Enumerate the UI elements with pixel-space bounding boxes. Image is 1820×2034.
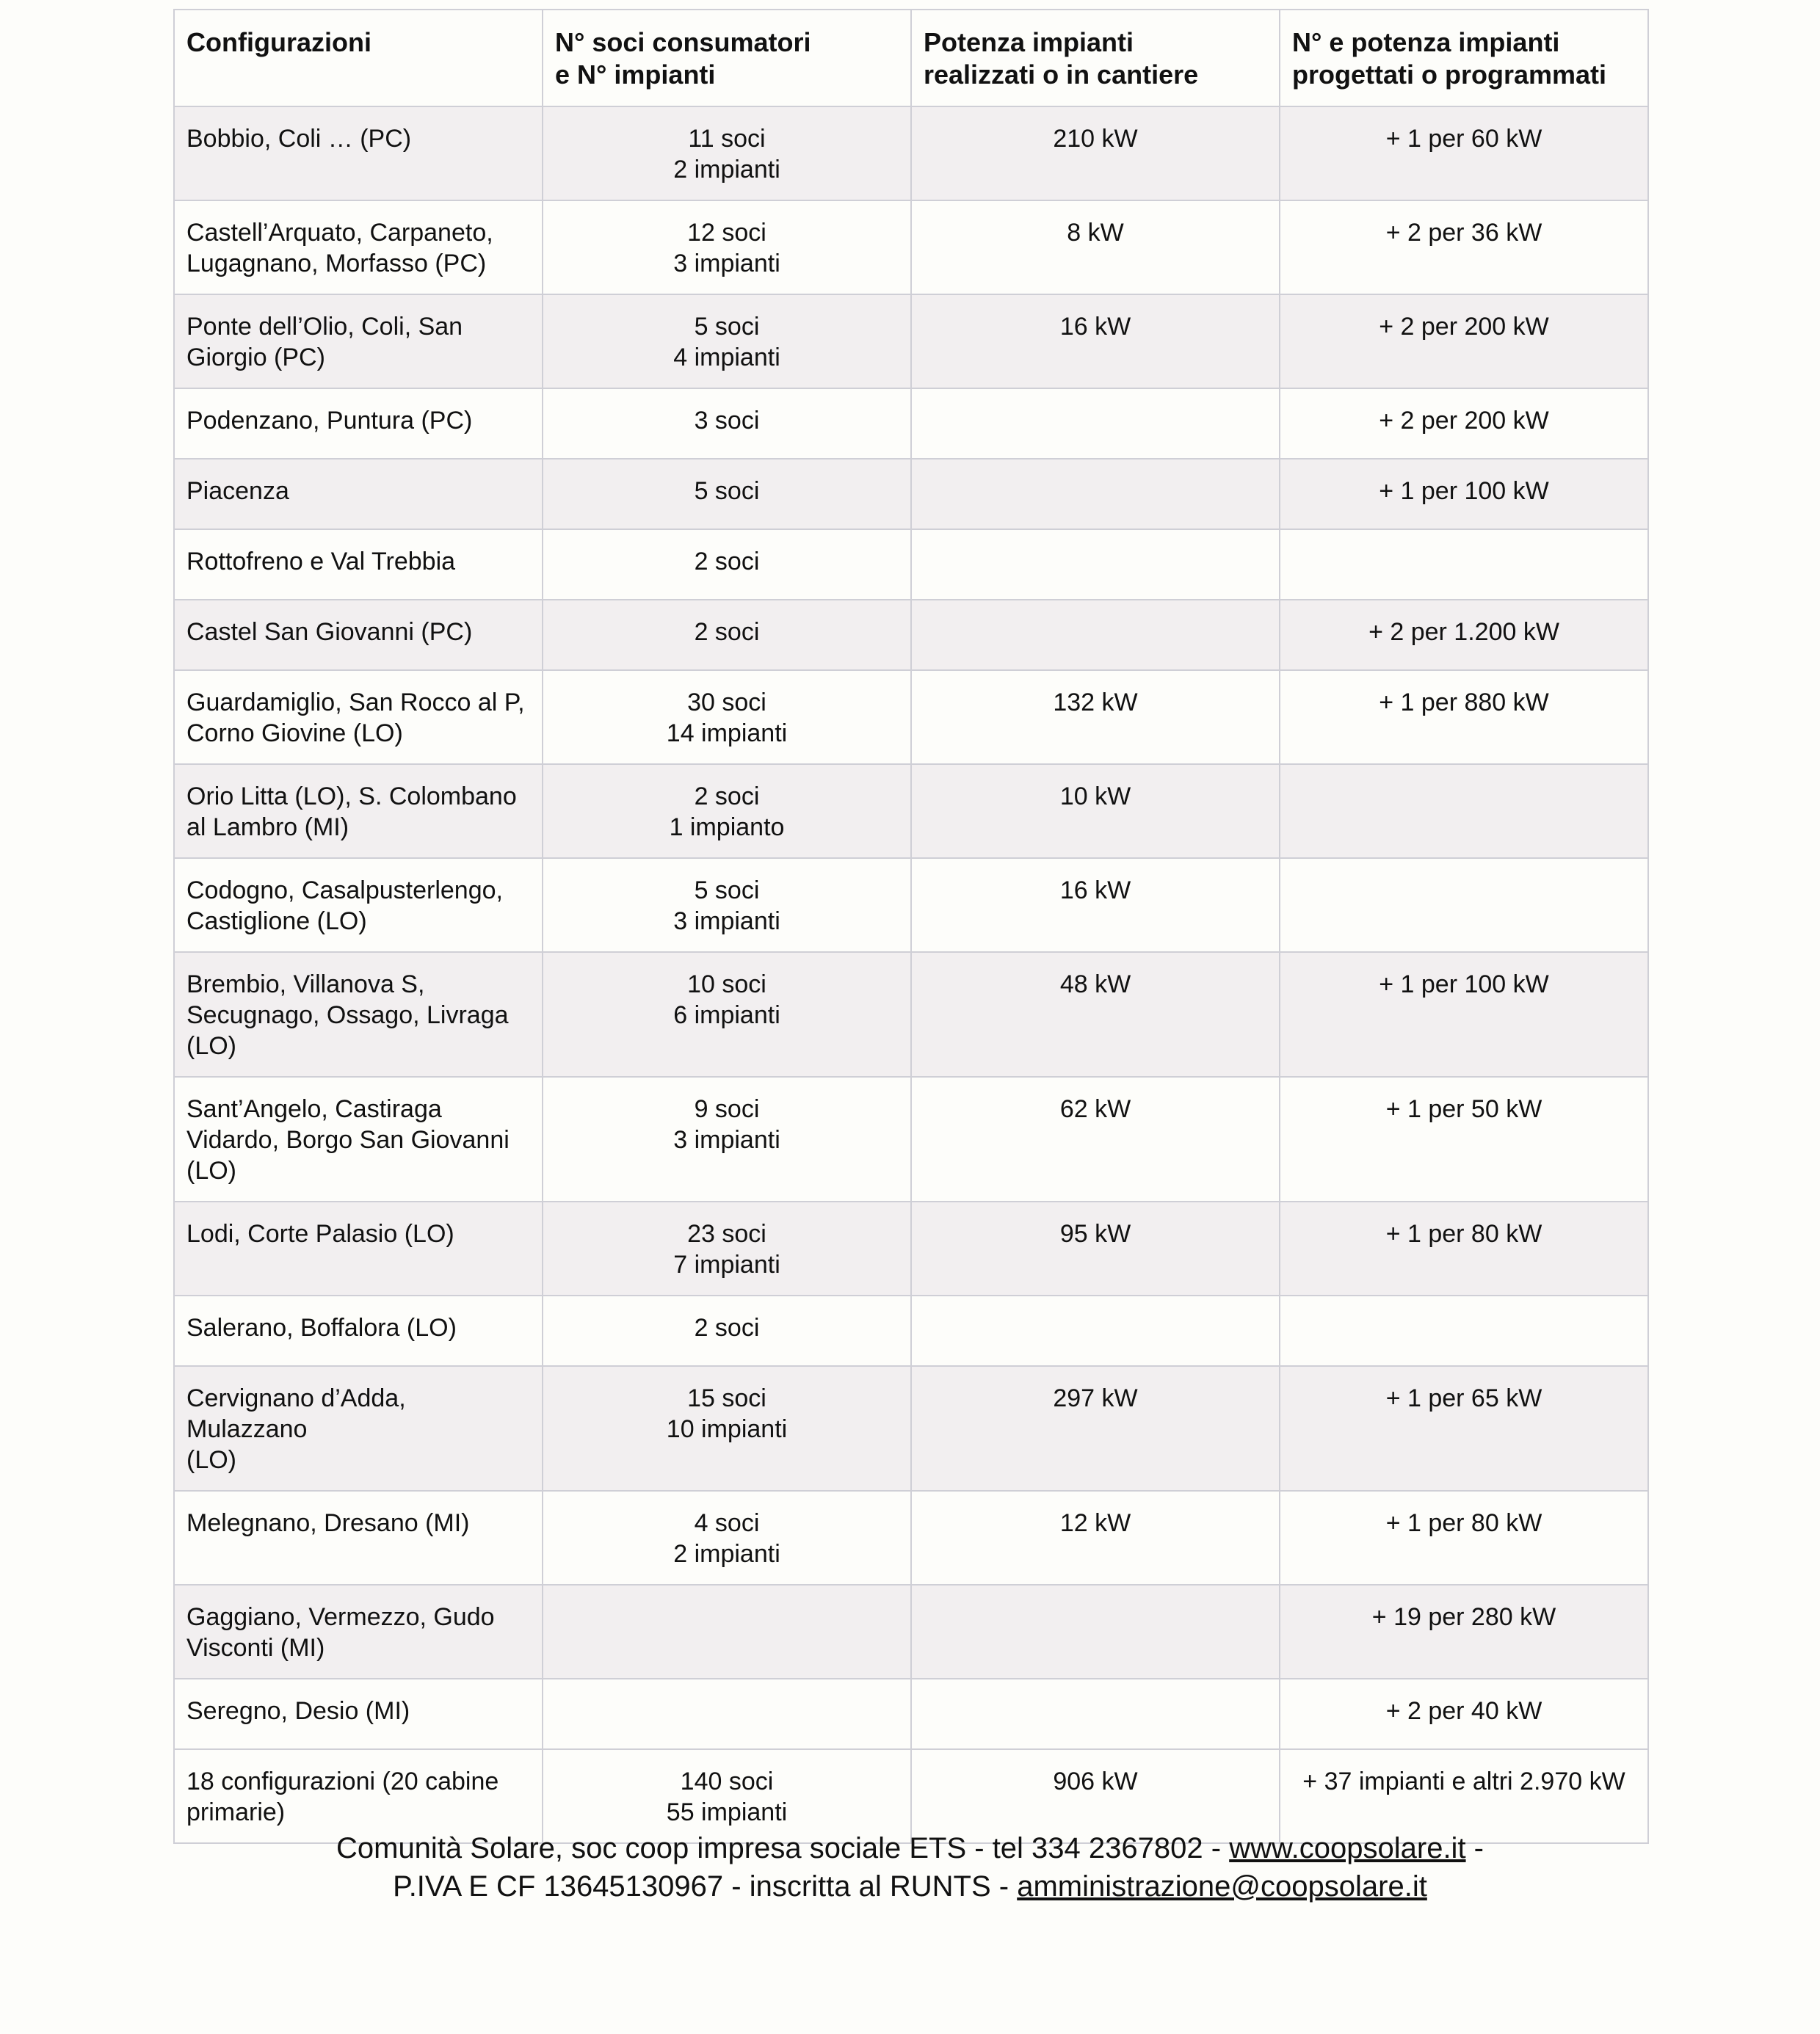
soci-line: 10 impianti — [666, 1415, 788, 1443]
potenza-cell: 48 kW — [911, 952, 1280, 1077]
header-line: N° soci consumatori — [555, 27, 811, 57]
soci-line: 2 soci — [694, 548, 760, 575]
progettati-cell: + 19 per 280 kW — [1280, 1585, 1648, 1679]
total-config-line: 18 configurazioni (20 cabine — [186, 1768, 499, 1795]
soci-cell — [543, 858, 911, 952]
table-row — [174, 388, 1648, 459]
potenza-cell — [911, 1679, 1280, 1749]
table-row — [174, 764, 1648, 858]
soci-cell — [543, 1202, 911, 1296]
table-row — [174, 1202, 1648, 1296]
config-line: Vidardo, Borgo San Giovanni — [186, 1126, 510, 1154]
total-soci-line: 55 impianti — [666, 1798, 788, 1826]
total-potenza-cell: 906 kW — [911, 1749, 1280, 1843]
soci-line: 1 impianto — [669, 813, 785, 841]
soci-line: 2 soci — [694, 618, 760, 646]
soci-line: 12 soci — [687, 219, 766, 247]
soci-line: 4 impianti — [673, 344, 780, 371]
table-row — [174, 670, 1648, 764]
table-row — [174, 1585, 1648, 1679]
config-line: Podenzano, Puntura (PC) — [186, 407, 473, 435]
soci-cell — [543, 764, 911, 858]
soci-cell — [543, 388, 911, 459]
potenza-cell: 132 kW — [911, 670, 1280, 764]
config-line: Lugagnano, Morfasso (PC) — [186, 250, 487, 277]
config-cell — [174, 952, 543, 1077]
progettati-cell: + 1 per 80 kW — [1280, 1491, 1648, 1585]
page-footer — [0, 1829, 1820, 1906]
config-line: Visconti (MI) — [186, 1634, 325, 1662]
config-line: Ponte dell’Olio, Coli, San — [186, 313, 463, 341]
config-cell — [174, 459, 543, 529]
config-cell — [174, 1585, 543, 1679]
soci-line: 14 impianti — [666, 719, 788, 747]
table-body — [174, 106, 1648, 1749]
soci-line: 2 impianti — [673, 1540, 780, 1568]
progettati-cell — [1280, 858, 1648, 952]
table-header — [174, 10, 1648, 106]
email-link[interactable]: amministrazione@coopsolare.it — [1017, 1870, 1427, 1903]
header-potenza — [911, 10, 1280, 106]
soci-cell — [543, 106, 911, 200]
potenza-cell: 16 kW — [911, 294, 1280, 388]
soci-cell — [543, 1491, 911, 1585]
config-line: Lodi, Corte Palasio (LO) — [186, 1220, 454, 1248]
config-line: Codogno, Casalpusterlengo, — [186, 876, 503, 904]
potenza-cell — [911, 600, 1280, 670]
soci-line: 2 impianti — [673, 156, 780, 184]
table-row — [174, 1679, 1648, 1749]
soci-cell — [543, 670, 911, 764]
progettati-cell: + 1 per 50 kW — [1280, 1077, 1648, 1202]
config-line: Secugnago, Ossago, Livraga — [186, 1001, 509, 1029]
footer-vat-text: P.IVA E CF 13645130967 - inscritta al RUNTS - — [393, 1870, 1018, 1903]
soci-cell — [543, 529, 911, 600]
table-row — [174, 952, 1648, 1077]
soci-line: 3 impianti — [673, 250, 780, 277]
config-line: Castel San Giovanni (PC) — [186, 618, 473, 646]
config-cell — [174, 106, 543, 200]
config-line: Piacenza — [186, 477, 289, 505]
soci-line: 9 soci — [694, 1095, 760, 1123]
table-row — [174, 858, 1648, 952]
soci-line: 11 soci — [688, 125, 766, 153]
soci-line: 2 soci — [694, 782, 760, 810]
soci-cell — [543, 200, 911, 294]
config-cell — [174, 1366, 543, 1491]
header-line: Potenza impianti — [924, 27, 1134, 57]
config-line: Orio Litta (LO), S. Colombano — [186, 782, 517, 810]
progettati-cell: + 1 per 880 kW — [1280, 670, 1648, 764]
website-link[interactable]: www.coopsolare.it — [1229, 1832, 1466, 1864]
header-progettati — [1280, 10, 1648, 106]
soci-cell — [543, 600, 911, 670]
config-line: Castell’Arquato, Carpaneto, — [186, 219, 493, 247]
potenza-cell: 16 kW — [911, 858, 1280, 952]
footer-company-text: Comunità Solare, soc coop impresa sociale ETS - tel 334 2367802 - — [336, 1832, 1230, 1864]
footer-line-1 — [0, 1829, 1820, 1867]
table-row — [174, 600, 1648, 670]
potenza-cell — [911, 1296, 1280, 1366]
soci-cell — [543, 1296, 911, 1366]
table-row — [174, 1077, 1648, 1202]
soci-line: 2 soci — [694, 1314, 760, 1342]
soci-line: 30 soci — [687, 689, 766, 716]
potenza-cell: 297 kW — [911, 1366, 1280, 1491]
config-line: Castiglione (LO) — [186, 907, 367, 935]
config-cell — [174, 764, 543, 858]
config-cell — [174, 858, 543, 952]
soci-line: 15 soci — [687, 1384, 766, 1412]
config-line: (LO) — [186, 1157, 236, 1185]
soci-cell — [543, 952, 911, 1077]
progettati-cell: + 1 per 100 kW — [1280, 459, 1648, 529]
config-line: (LO) — [186, 1446, 236, 1474]
potenza-cell: 12 kW — [911, 1491, 1280, 1585]
progettati-cell: + 1 per 80 kW — [1280, 1202, 1648, 1296]
header-line: N° e potenza impianti — [1292, 27, 1560, 57]
table-row — [174, 294, 1648, 388]
soci-line: 5 soci — [694, 477, 760, 505]
header-line: progettati o programmati — [1292, 59, 1607, 90]
potenza-cell — [911, 459, 1280, 529]
potenza-cell — [911, 388, 1280, 459]
config-line: al Lambro (MI) — [186, 813, 349, 841]
table-row — [174, 1491, 1648, 1585]
header-row — [174, 10, 1648, 106]
footer-separator: - — [1465, 1832, 1484, 1864]
progettati-cell: + 2 per 36 kW — [1280, 200, 1648, 294]
soci-cell — [543, 1366, 911, 1491]
progettati-cell: + 2 per 40 kW — [1280, 1679, 1648, 1749]
config-line: Gaggiano, Vermezzo, Gudo — [186, 1603, 495, 1631]
table-row — [174, 529, 1648, 600]
config-line: Seregno, Desio (MI) — [186, 1697, 410, 1725]
config-cell — [174, 1679, 543, 1749]
header-line: Configurazioni — [186, 27, 371, 57]
config-cell — [174, 1077, 543, 1202]
total-soci-line: 140 soci — [680, 1768, 774, 1795]
soci-line: 4 soci — [694, 1509, 760, 1537]
config-cell — [174, 1202, 543, 1296]
config-line: Rottofreno e Val Trebbia — [186, 548, 456, 575]
config-cell — [174, 1296, 543, 1366]
soci-line: 3 impianti — [673, 907, 780, 935]
potenza-cell: 10 kW — [911, 764, 1280, 858]
soci-cell — [543, 1077, 911, 1202]
soci-line: 3 soci — [694, 407, 760, 435]
table-row — [174, 106, 1648, 200]
footer-line-2 — [0, 1867, 1820, 1906]
soci-line: 10 soci — [687, 970, 766, 998]
potenza-cell: 95 kW — [911, 1202, 1280, 1296]
potenza-cell: 210 kW — [911, 106, 1280, 200]
progettati-cell: + 2 per 200 kW — [1280, 294, 1648, 388]
config-line: Salerano, Boffalora (LO) — [186, 1314, 457, 1342]
config-cell — [174, 529, 543, 600]
table-row — [174, 200, 1648, 294]
config-line: Cervignano d’Adda, Mulazzano — [186, 1384, 406, 1443]
total-progettati-cell: + 37 impianti e altri 2.970 kW — [1280, 1749, 1648, 1843]
soci-line: 7 impianti — [673, 1251, 780, 1279]
config-line: Melegnano, Dresano (MI) — [186, 1509, 470, 1537]
config-cell — [174, 388, 543, 459]
total-config-line: primarie) — [186, 1798, 286, 1826]
config-line: (LO) — [186, 1032, 236, 1060]
progettati-cell: + 2 per 200 kW — [1280, 388, 1648, 459]
potenza-cell: 8 kW — [911, 200, 1280, 294]
potenza-cell — [911, 529, 1280, 600]
soci-line: 5 soci — [694, 313, 760, 341]
progettati-cell — [1280, 764, 1648, 858]
config-line: Corno Giovine (LO) — [186, 719, 403, 747]
config-line: Sant’Angelo, Castiraga — [186, 1095, 442, 1123]
config-cell — [174, 1491, 543, 1585]
config-line: Brembio, Villanova S, — [186, 970, 425, 998]
data-table — [173, 9, 1649, 1844]
config-cell — [174, 600, 543, 670]
header-line: e N° impianti — [555, 59, 716, 90]
soci-cell — [543, 294, 911, 388]
table-row — [174, 1366, 1648, 1491]
config-cell — [174, 294, 543, 388]
config-line: Guardamiglio, San Rocco al P, — [186, 689, 525, 716]
soci-cell — [543, 1585, 911, 1679]
table-row — [174, 1296, 1648, 1366]
progettati-cell — [1280, 1296, 1648, 1366]
soci-line: 3 impianti — [673, 1126, 780, 1154]
config-cell — [174, 200, 543, 294]
soci-cell — [543, 1679, 911, 1749]
progettati-cell: + 1 per 65 kW — [1280, 1366, 1648, 1491]
progettati-cell — [1280, 529, 1648, 600]
soci-cell — [543, 459, 911, 529]
header-soci — [543, 10, 911, 106]
progettati-cell: + 1 per 100 kW — [1280, 952, 1648, 1077]
config-cell — [174, 670, 543, 764]
header-line: realizzati o in cantiere — [924, 59, 1199, 90]
progettati-cell: + 2 per 1.200 kW — [1280, 600, 1648, 670]
potenza-cell — [911, 1585, 1280, 1679]
header-configurazioni — [174, 10, 543, 106]
soci-line: 6 impianti — [673, 1001, 780, 1029]
config-line: Giorgio (PC) — [186, 344, 325, 371]
potenza-cell: 62 kW — [911, 1077, 1280, 1202]
table-row — [174, 459, 1648, 529]
soci-line: 5 soci — [694, 876, 760, 904]
progettati-cell: + 1 per 60 kW — [1280, 106, 1648, 200]
config-line: Bobbio, Coli … (PC) — [186, 125, 412, 153]
soci-line: 23 soci — [687, 1220, 766, 1248]
